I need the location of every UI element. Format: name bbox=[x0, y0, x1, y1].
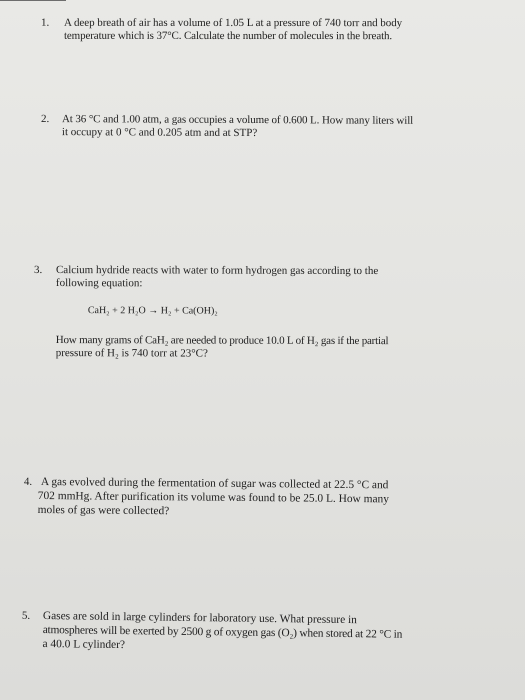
question-text-line: temperature which is 37°C. Calculate the number of molecules in the breath. bbox=[63, 29, 393, 43]
top-rule bbox=[0, 0, 66, 1]
question-text-line: it occupy at 0 °C and 0.205 atm and at STP? bbox=[61, 126, 258, 140]
question-text-line: A deep breath of air has a volume of 1.05 L at a pressure of 740 torr and body bbox=[63, 16, 403, 30]
question-3 bbox=[0, 263, 525, 360]
question-text-line: How many grams of CaH₂ are needed to produce 10.0 L of H₂ gas if the partial bbox=[55, 334, 389, 348]
question-text-line: moles of gas were collected? bbox=[37, 503, 170, 518]
question-number: 5. bbox=[21, 609, 31, 622]
question-text-line: Gases are sold in large cylinders for laboratory use. What pressure in bbox=[42, 610, 357, 627]
question-number: 2. bbox=[40, 113, 50, 126]
chemical-equation: CaH₂ + 2 H₂O → H₂ + Ca(OH)₂ bbox=[87, 305, 218, 317]
question-text-line: following equation: bbox=[55, 277, 143, 290]
question-text-line: atmospheres will be exerted by 2500 g of oxygen gas (O₂) when stored at 22 °C in bbox=[42, 624, 403, 641]
question-4 bbox=[0, 475, 525, 518]
question-number: 3. bbox=[33, 263, 43, 277]
question-text-line: a 40.0 L cylinder? bbox=[42, 638, 126, 652]
question-5 bbox=[0, 609, 525, 652]
question-number: 4. bbox=[23, 475, 33, 488]
question-text-line: 702 mmHg. After purification its volume was found to be 25.0 L. How many bbox=[37, 489, 390, 506]
question-2 bbox=[0, 113, 525, 140]
question-number: 1. bbox=[40, 16, 50, 29]
question-text-line: A gas evolved during the fermentation of sugar was collected at 22.5 °C and bbox=[40, 476, 389, 492]
question-text-line: pressure of H₂ is 740 torr at 23°C? bbox=[55, 347, 208, 360]
question-text-line: At 36 °C and 1.00 atm, a gas occupies a volume of 0.600 L. How many liters will bbox=[61, 113, 414, 127]
question-text-line: Calcium hydride reacts with water to form hydrogen gas according to the bbox=[55, 264, 379, 278]
